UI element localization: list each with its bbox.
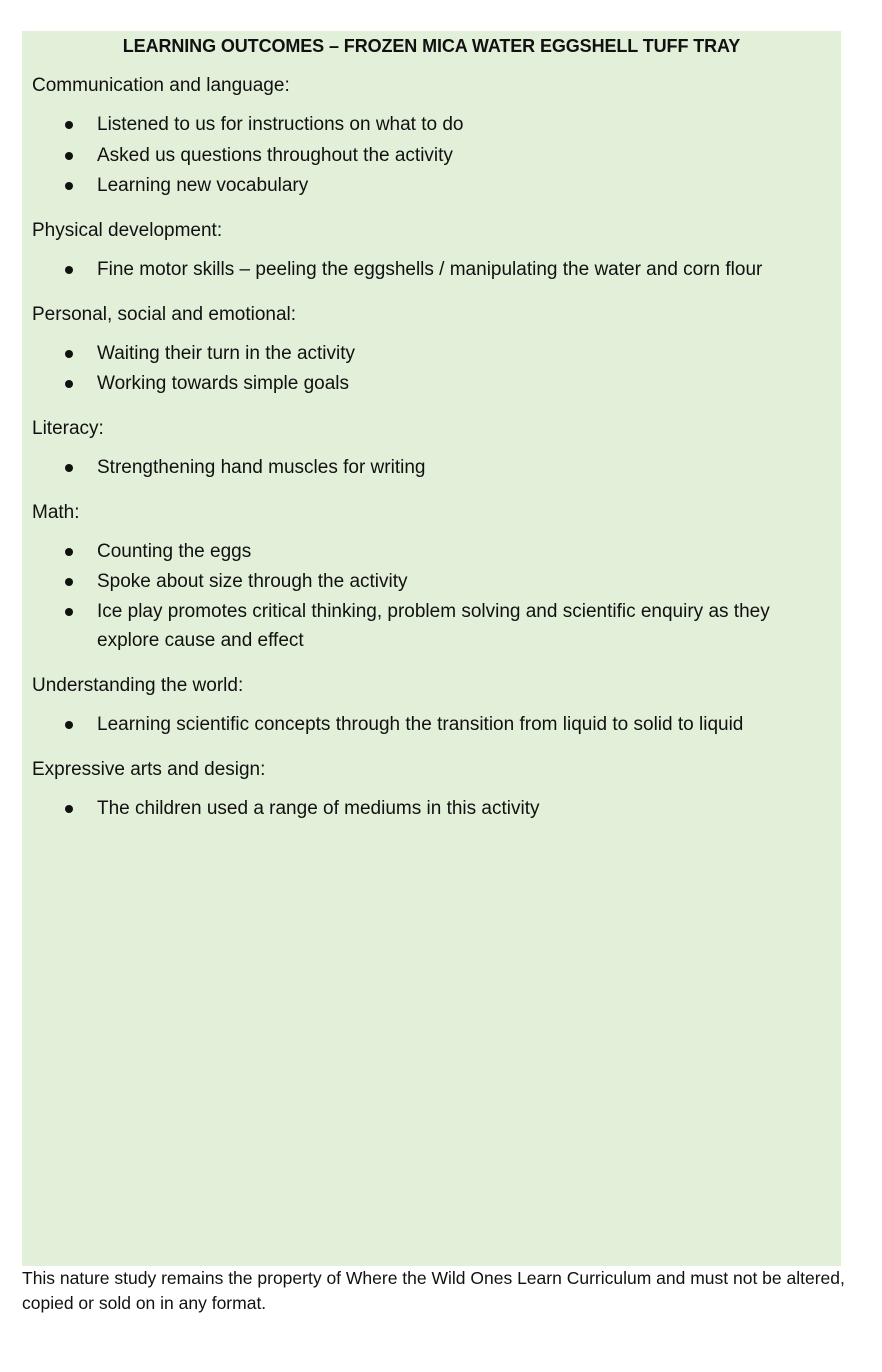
bullet-list-understanding-world bbox=[32, 710, 831, 739]
list-item-text: Fine motor skills – peeling the eggshells / manipulating the water and corn flour bbox=[97, 259, 763, 280]
section-heading-understanding-world: Understanding the world: bbox=[32, 675, 244, 696]
section-heading-communication: Communication and language: bbox=[32, 75, 290, 96]
list-item bbox=[32, 141, 831, 170]
list-item-text: Asked us questions throughout the activity bbox=[97, 145, 453, 166]
list-item-text: Listened to us for instructions on what to do bbox=[97, 114, 464, 135]
bullet-icon bbox=[65, 152, 73, 160]
bullet-icon bbox=[65, 548, 73, 556]
section-literacy bbox=[32, 416, 831, 482]
bullet-icon bbox=[65, 380, 73, 388]
list-item bbox=[32, 255, 831, 284]
learning-outcomes-panel bbox=[22, 31, 841, 1266]
list-item bbox=[32, 794, 831, 823]
section-heading-expressive-arts: Expressive arts and design: bbox=[32, 759, 266, 780]
list-item-text: Counting the eggs bbox=[97, 541, 252, 562]
list-item-text: Waiting their turn in the activity bbox=[97, 343, 356, 364]
list-item bbox=[32, 710, 831, 739]
list-item-text: Working towards simple goals bbox=[97, 373, 350, 394]
list-item bbox=[32, 567, 831, 596]
list-item-text: Learning scientific concepts through the transition from liquid to solid to liquid bbox=[97, 714, 744, 735]
bullet-icon bbox=[65, 121, 73, 129]
bullet-icon bbox=[65, 608, 73, 616]
list-item bbox=[32, 171, 831, 200]
bullet-list-physical bbox=[32, 255, 831, 284]
bullet-list-expressive-arts bbox=[32, 794, 831, 823]
list-item-text: Ice play promotes critical thinking, problem solving and scientific enquiry as they explore cause and effect bbox=[97, 601, 770, 651]
section-expressive-arts bbox=[32, 757, 831, 823]
section-heading-physical: Physical development: bbox=[32, 220, 223, 241]
bullet-icon bbox=[65, 464, 73, 472]
list-item bbox=[32, 597, 831, 655]
section-heading-personal-social: Personal, social and emotional: bbox=[32, 304, 297, 325]
bullet-list-communication bbox=[32, 110, 831, 200]
list-item-text: The children used a range of mediums in this activity bbox=[97, 798, 540, 819]
bullet-icon bbox=[65, 721, 73, 729]
bullet-icon bbox=[65, 805, 73, 813]
list-item bbox=[32, 537, 831, 566]
list-item bbox=[32, 339, 831, 368]
section-heading-literacy: Literacy: bbox=[32, 418, 104, 439]
list-item-text: Spoke about size through the activity bbox=[97, 571, 408, 592]
list-item bbox=[32, 453, 831, 482]
section-understanding-world bbox=[32, 673, 831, 739]
list-item-text: Strengthening hand muscles for writing bbox=[97, 457, 426, 478]
bullet-icon bbox=[65, 266, 73, 274]
copyright-notice: This nature study remains the property of Where the Wild Ones Learn Curriculum and must not be altered, copied or sold on in any format. bbox=[22, 1268, 845, 1313]
bullet-list-literacy bbox=[32, 453, 831, 482]
bullet-icon bbox=[65, 350, 73, 358]
list-item-text: Learning new vocabulary bbox=[97, 175, 309, 196]
section-personal-social bbox=[32, 302, 831, 398]
bullet-list-math bbox=[32, 537, 831, 655]
page-title: LEARNING OUTCOMES – FROZEN MICA WATER EGGSHELL TUFF TRAY bbox=[122, 36, 741, 56]
bullet-icon bbox=[65, 182, 73, 190]
section-physical bbox=[32, 218, 831, 284]
section-heading-math: Math: bbox=[32, 502, 80, 523]
section-communication bbox=[32, 73, 831, 200]
list-item bbox=[32, 110, 831, 139]
bullet-icon bbox=[65, 578, 73, 586]
section-math bbox=[32, 500, 831, 655]
bullet-list-personal-social bbox=[32, 339, 831, 398]
list-item bbox=[32, 369, 831, 398]
